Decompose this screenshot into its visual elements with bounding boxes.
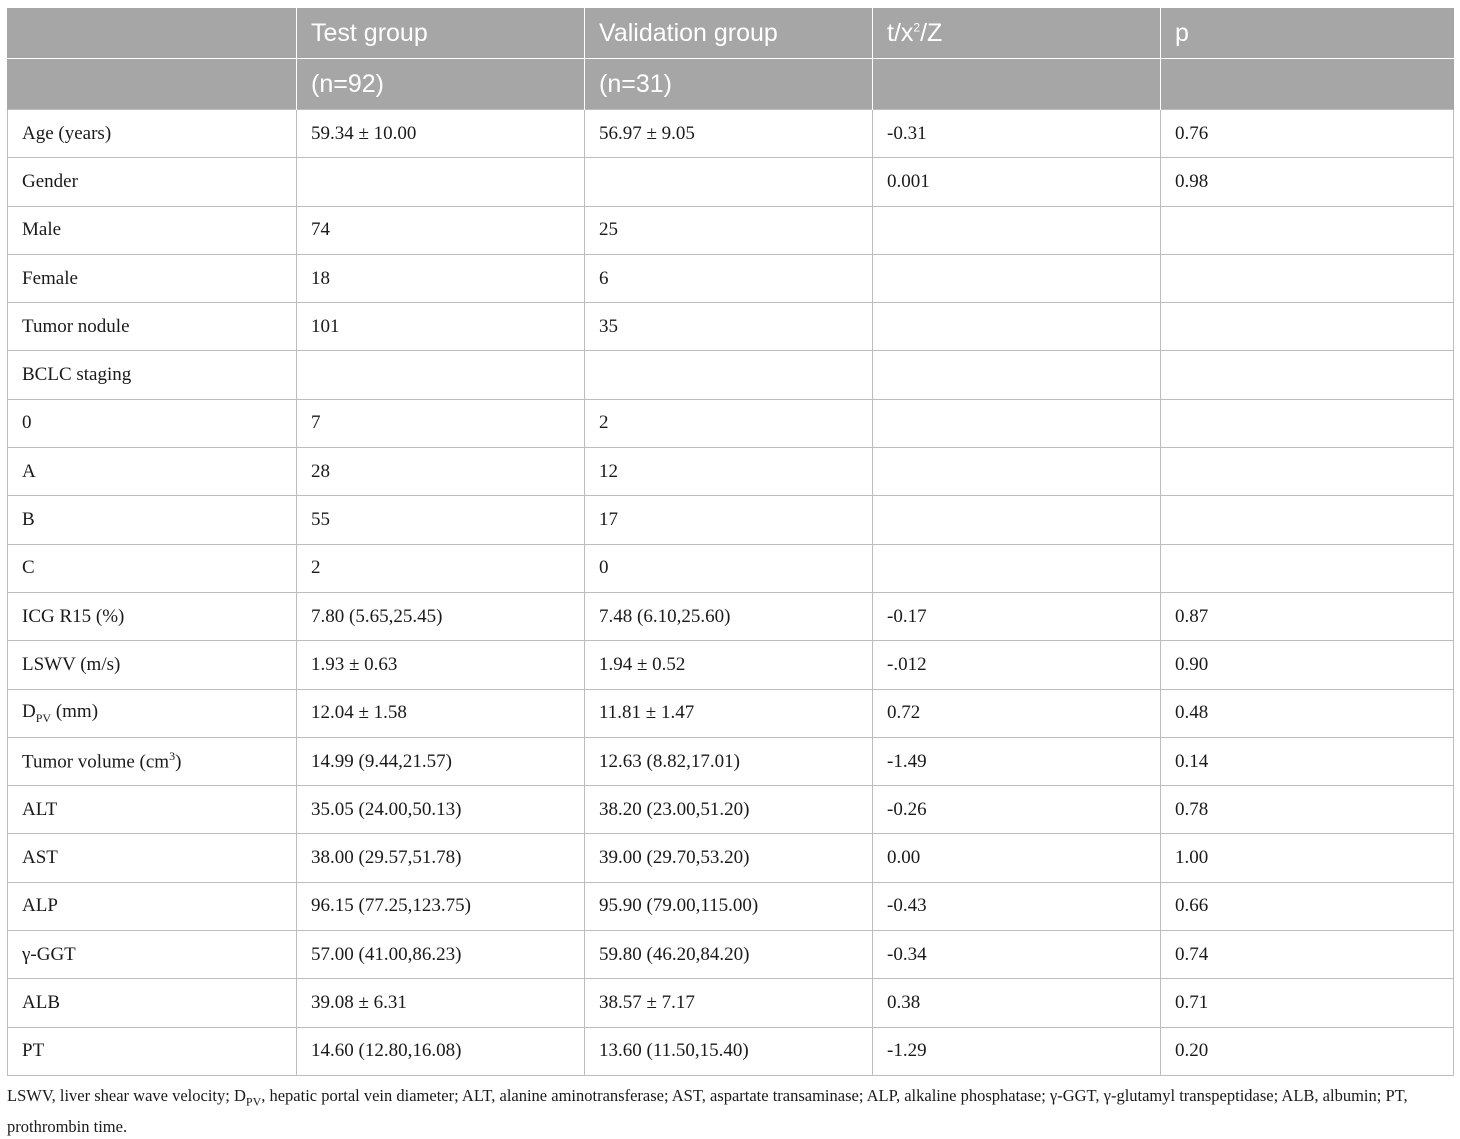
cell-validation-group: 35 bbox=[585, 303, 873, 351]
header-p: p bbox=[1161, 8, 1454, 59]
cell-validation-group: 6 bbox=[585, 254, 873, 302]
table-row bbox=[8, 206, 1454, 254]
cell-test-group: 55 bbox=[297, 496, 585, 544]
row-label: Female bbox=[8, 254, 297, 302]
cell-validation-group: 1.94 ± 0.52 bbox=[585, 641, 873, 689]
table-row bbox=[8, 641, 1454, 689]
cell-validation-group: 13.60 (11.50,15.40) bbox=[585, 1027, 873, 1075]
cell-test-group bbox=[297, 158, 585, 206]
row-label: LSWV (m/s) bbox=[8, 641, 297, 689]
cell-statistic: -0.31 bbox=[873, 110, 1161, 158]
table-row bbox=[8, 592, 1454, 640]
cell-statistic bbox=[873, 448, 1161, 496]
cell-test-group: 39.08 ± 6.31 bbox=[297, 979, 585, 1027]
cell-statistic: -0.26 bbox=[873, 786, 1161, 834]
footnote-part2: , hepatic portal vein diameter; ALT, alanine aminotransferase; AST, aspartate transaminase; ALP, alkaline phosphatase; γ-GGT, γ-glutamyl transpeptidase; ALB, albumin; PT, prothrombin time. bbox=[7, 1086, 1408, 1137]
cell-p-value bbox=[1161, 544, 1454, 592]
cell-statistic bbox=[873, 206, 1161, 254]
header-blank-3 bbox=[873, 59, 1161, 110]
row-label: C bbox=[8, 544, 297, 592]
cell-test-group bbox=[297, 351, 585, 399]
cell-test-group: 7.80 (5.65,25.45) bbox=[297, 592, 585, 640]
cell-validation-group bbox=[585, 351, 873, 399]
cell-p-value bbox=[1161, 448, 1454, 496]
header-test-group: Test group bbox=[297, 8, 585, 59]
row-label: Gender bbox=[8, 158, 297, 206]
row-label-post: (mm) bbox=[51, 700, 99, 722]
table-row bbox=[8, 979, 1454, 1027]
table-row bbox=[8, 448, 1454, 496]
cell-test-group: 1.93 ± 0.63 bbox=[297, 641, 585, 689]
row-label: PT bbox=[8, 1027, 297, 1075]
row-label: AST bbox=[8, 834, 297, 882]
table-row bbox=[8, 882, 1454, 930]
header-validation-n: (n=31) bbox=[585, 59, 873, 110]
data-table bbox=[7, 8, 1454, 1076]
row-label: 0 bbox=[8, 399, 297, 447]
cell-validation-group bbox=[585, 158, 873, 206]
cell-statistic bbox=[873, 254, 1161, 302]
cell-test-group: 96.15 (77.25,123.75) bbox=[297, 882, 585, 930]
table-row bbox=[8, 689, 1454, 737]
cell-p-value: 0.14 bbox=[1161, 737, 1454, 785]
cell-statistic: -1.29 bbox=[873, 1027, 1161, 1075]
cell-statistic: 0.00 bbox=[873, 834, 1161, 882]
table-row bbox=[8, 931, 1454, 979]
table-row bbox=[8, 399, 1454, 447]
table-row bbox=[8, 254, 1454, 302]
table-row bbox=[8, 737, 1454, 785]
row-label: ICG R15 (%) bbox=[8, 592, 297, 640]
cell-statistic: -1.49 bbox=[873, 737, 1161, 785]
header-blank bbox=[8, 8, 297, 59]
cell-p-value: 0.71 bbox=[1161, 979, 1454, 1027]
cell-p-value: 1.00 bbox=[1161, 834, 1454, 882]
cell-validation-group: 0 bbox=[585, 544, 873, 592]
cell-p-value: 0.76 bbox=[1161, 110, 1454, 158]
row-label: ALT bbox=[8, 786, 297, 834]
cell-test-group: 57.00 (41.00,86.23) bbox=[297, 931, 585, 979]
cell-p-value: 0.66 bbox=[1161, 882, 1454, 930]
cell-statistic bbox=[873, 303, 1161, 351]
table-row bbox=[8, 786, 1454, 834]
row-label-pre: D bbox=[22, 700, 36, 722]
cell-p-value: 0.78 bbox=[1161, 786, 1454, 834]
cell-test-group: 7 bbox=[297, 399, 585, 447]
row-label: ALP bbox=[8, 882, 297, 930]
cell-validation-group: 17 bbox=[585, 496, 873, 544]
row-label: B bbox=[8, 496, 297, 544]
cell-p-value bbox=[1161, 496, 1454, 544]
table-row bbox=[8, 303, 1454, 351]
cell-p-value: 0.20 bbox=[1161, 1027, 1454, 1075]
cell-p-value: 0.90 bbox=[1161, 641, 1454, 689]
row-label bbox=[8, 689, 297, 737]
cell-p-value bbox=[1161, 206, 1454, 254]
cell-validation-group: 56.97 ± 9.05 bbox=[585, 110, 873, 158]
table-body bbox=[8, 110, 1454, 1076]
table-row bbox=[8, 158, 1454, 206]
cell-p-value: 0.74 bbox=[1161, 931, 1454, 979]
cell-test-group: 28 bbox=[297, 448, 585, 496]
cell-statistic bbox=[873, 496, 1161, 544]
cell-p-value bbox=[1161, 303, 1454, 351]
cell-statistic: 0.72 bbox=[873, 689, 1161, 737]
cell-test-group: 101 bbox=[297, 303, 585, 351]
cell-test-group: 74 bbox=[297, 206, 585, 254]
row-label-script: PV bbox=[35, 710, 52, 725]
cell-validation-group: 7.48 (6.10,25.60) bbox=[585, 592, 873, 640]
footnote-part1: LSWV, liver shear wave velocity; D bbox=[7, 1086, 246, 1105]
footnote-sub: PV bbox=[245, 1094, 262, 1109]
cell-statistic bbox=[873, 351, 1161, 399]
header-validation-group: Validation group bbox=[585, 8, 873, 59]
row-label: BCLC staging bbox=[8, 351, 297, 399]
cell-validation-group: 39.00 (29.70,53.20) bbox=[585, 834, 873, 882]
cell-statistic: -0.17 bbox=[873, 592, 1161, 640]
row-label: Male bbox=[8, 206, 297, 254]
row-label: γ-GGT bbox=[8, 931, 297, 979]
cell-test-group: 18 bbox=[297, 254, 585, 302]
table-row bbox=[8, 351, 1454, 399]
row-label: Age (years) bbox=[8, 110, 297, 158]
header-blank-4 bbox=[1161, 59, 1454, 110]
table-row bbox=[8, 1027, 1454, 1075]
cell-p-value: 0.98 bbox=[1161, 158, 1454, 206]
row-label: ALB bbox=[8, 979, 297, 1027]
table-row bbox=[8, 110, 1454, 158]
cell-p-value: 0.87 bbox=[1161, 592, 1454, 640]
header-statistic bbox=[873, 8, 1161, 59]
cell-p-value: 0.48 bbox=[1161, 689, 1454, 737]
cell-statistic: -0.43 bbox=[873, 882, 1161, 930]
cell-statistic bbox=[873, 544, 1161, 592]
cell-validation-group: 59.80 (46.20,84.20) bbox=[585, 931, 873, 979]
header-statistic-pre: t/x bbox=[887, 18, 914, 47]
cell-test-group: 2 bbox=[297, 544, 585, 592]
cell-statistic: 0.38 bbox=[873, 979, 1161, 1027]
table-row bbox=[8, 834, 1454, 882]
table-row bbox=[8, 544, 1454, 592]
cell-test-group: 59.34 ± 10.00 bbox=[297, 110, 585, 158]
row-label: A bbox=[8, 448, 297, 496]
row-label-post: ) bbox=[175, 751, 182, 773]
cell-validation-group: 38.20 (23.00,51.20) bbox=[585, 786, 873, 834]
cell-p-value bbox=[1161, 351, 1454, 399]
cell-validation-group: 95.90 (79.00,115.00) bbox=[585, 882, 873, 930]
table-footnote bbox=[7, 1083, 1453, 1139]
table-row bbox=[8, 496, 1454, 544]
cell-test-group: 12.04 ± 1.58 bbox=[297, 689, 585, 737]
header-blank-2 bbox=[8, 59, 297, 110]
cell-validation-group: 25 bbox=[585, 206, 873, 254]
cell-statistic: -0.34 bbox=[873, 931, 1161, 979]
header-statistic-post: /Z bbox=[920, 18, 943, 47]
cell-statistic bbox=[873, 399, 1161, 447]
cell-p-value bbox=[1161, 399, 1454, 447]
cell-p-value bbox=[1161, 254, 1454, 302]
cell-validation-group: 38.57 ± 7.17 bbox=[585, 979, 873, 1027]
table-header bbox=[8, 8, 1454, 110]
row-label: Tumor nodule bbox=[8, 303, 297, 351]
cell-statistic: 0.001 bbox=[873, 158, 1161, 206]
cell-test-group: 35.05 (24.00,50.13) bbox=[297, 786, 585, 834]
cell-statistic: -.012 bbox=[873, 641, 1161, 689]
row-label-script: 3 bbox=[169, 749, 176, 764]
row-label bbox=[8, 737, 297, 785]
header-statistic-sup: 2 bbox=[913, 20, 921, 35]
row-label-pre: Tumor volume (cm bbox=[22, 751, 170, 773]
cell-validation-group: 11.81 ± 1.47 bbox=[585, 689, 873, 737]
header-test-n: (n=92) bbox=[297, 59, 585, 110]
cell-test-group: 38.00 (29.57,51.78) bbox=[297, 834, 585, 882]
cell-validation-group: 2 bbox=[585, 399, 873, 447]
cell-validation-group: 12.63 (8.82,17.01) bbox=[585, 737, 873, 785]
cell-test-group: 14.60 (12.80,16.08) bbox=[297, 1027, 585, 1075]
cell-test-group: 14.99 (9.44,21.57) bbox=[297, 737, 585, 785]
cell-validation-group: 12 bbox=[585, 448, 873, 496]
